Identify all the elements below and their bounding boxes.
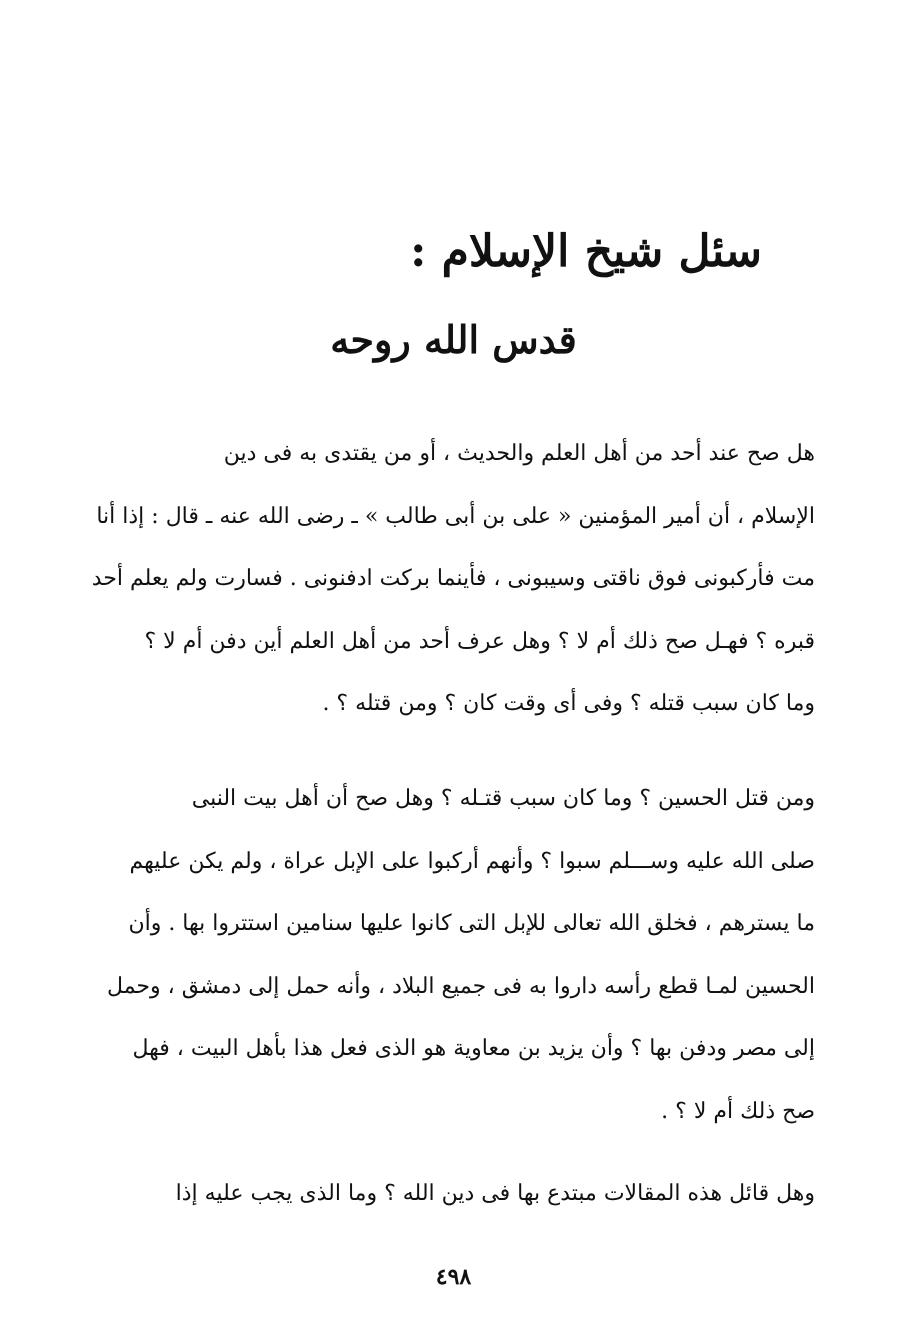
page-number: ٤٩٨: [435, 1264, 472, 1290]
paragraph-line: صلى الله عليه وســـلم سبوا ؟ وأنهم أركبوا على الإبل عراة ، ولم يكن عليهم: [129, 848, 815, 874]
section-subheading: قدس الله روحه: [330, 317, 577, 362]
paragraph-line: ما يسترهم ، فخلق الله تعالى للإبل التى كانوا عليها سنامين استتروا بها . وأن: [128, 911, 815, 936]
paragraph-line: إلى مصر ودفن بها ؟ وأن يزيد بن معاوية هو الذى فعل هذا بأهل البيت ، فهل: [132, 1036, 815, 1061]
paragraph-line: الحسين لمـا قطع رأسه داروا به فى جميع البلاد ، وأنه حمل إلى دمشق ، وحمل: [107, 973, 815, 999]
question-paragraph-2: [90, 768, 815, 1143]
paragraph-line: مت فأركبونى فوق ناقتى وسيبونى ، فأينما بركت ادفنونى . فسارت ولم يعلم أحد: [91, 566, 815, 591]
question-paragraph-3: [90, 1163, 815, 1226]
paragraph-line: الإسلام ، أن أمير المؤمنين « على بن أبى طالب » ـ رضى الله عنه ـ قال : إذا أنا: [96, 503, 815, 529]
paragraph-line: وما كان سبب قتله ؟ وفى أى وقت كان ؟ ومن قتله ؟ .: [322, 691, 815, 716]
paragraph-line: قبره ؟ فهـل صح ذلك أم لا ؟ وهل عرف أحد من أهل العلم أين دفن أم لا ؟: [144, 628, 815, 654]
question-paragraph-1: [90, 423, 815, 736]
paragraph-line: وهل قائل هذه المقالات مبتدع بها فى دين الله ؟ وما الذى يجب عليه إذا: [175, 1181, 815, 1206]
section-heading: سئل شيخ الإسلام :: [410, 226, 762, 277]
paragraph-line: ومن قتل الحسين ؟ وما كان سبب قتـله ؟ وهل صح أن أهل بيت النبى: [191, 786, 815, 811]
paragraph-line: صح ذلك أم لا ؟ .: [661, 1098, 815, 1124]
paragraph-line: هل صح عند أحد من أهل العلم والحديث ، أو من يقتدى به فى دين: [223, 441, 815, 466]
